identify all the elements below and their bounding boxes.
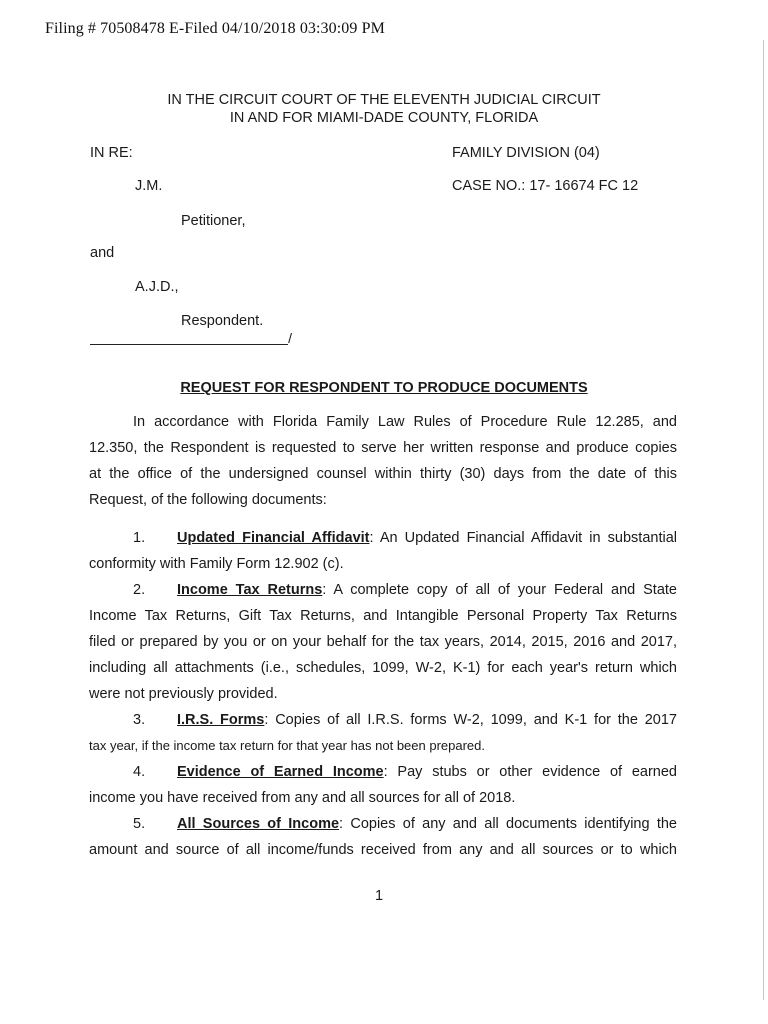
court-name-line-1: IN THE CIRCUIT COURT OF THE ELEVENTH JUDICIAL CIRCUIT bbox=[167, 92, 601, 108]
list-item bbox=[89, 525, 677, 577]
item-number: 1. bbox=[133, 530, 146, 546]
document-title: REQUEST FOR RESPONDENT TO PRODUCE DOCUMENTS bbox=[180, 380, 588, 396]
list-item bbox=[89, 759, 677, 811]
intro-paragraph bbox=[89, 409, 677, 513]
item-first-line: 5. All Sources of Income: Copies of any and all documents identifying the bbox=[89, 811, 677, 837]
item-heading: Updated Financial Affidavit bbox=[177, 530, 370, 546]
item-heading: I.R.S. Forms bbox=[177, 712, 265, 728]
item-first-line: 2. Income Tax Returns: A complete copy of all of your Federal and State bbox=[89, 577, 677, 603]
list-item bbox=[89, 577, 677, 707]
respondent-name: A.J.D., bbox=[135, 279, 179, 295]
filing-header: Filing # 70508478 E-Filed 04/10/2018 03:30:09 PM bbox=[45, 20, 385, 37]
item-heading: All Sources of Income bbox=[177, 816, 340, 832]
item-first-line: 1. Updated Financial Affidavit: An Updated Financial Affidavit in substantial bbox=[89, 525, 677, 551]
court-name-line-2: IN AND FOR MIAMI-DADE COUNTY, FLORIDA bbox=[229, 110, 539, 126]
scan-edge-line bbox=[763, 40, 764, 1000]
item-heading: Income Tax Returns bbox=[177, 582, 323, 598]
item-number: 3. bbox=[133, 712, 146, 728]
item-first-line: 4. Evidence of Earned Income: Pay stubs or other evidence of earned bbox=[89, 759, 677, 785]
case-number: CASE NO.: 17- 16674 FC 12 bbox=[452, 178, 639, 194]
intro-line: 12.350, the Respondent is requested to serve her written response and produce copies bbox=[89, 440, 677, 456]
intro-line: at the office of the undersigned counsel within thirty (30) days from the date of this bbox=[89, 466, 677, 482]
page-number: 1 bbox=[374, 888, 384, 904]
and-conjunction: and bbox=[90, 245, 115, 261]
item-line: tax year, if the income tax return for that year has not been prepared. bbox=[89, 738, 486, 753]
item-line: income you have received from any and all sources for all of 2018. bbox=[89, 790, 516, 806]
item-line: conformity with Family Form 12.902 (c). bbox=[89, 556, 344, 572]
respondent-role: Respondent. bbox=[181, 313, 264, 329]
item-line: filed or prepared by you or on your behalf for the tax years, 2014, 2015, 2016 and 2017, bbox=[89, 634, 677, 650]
item-number: 2. bbox=[133, 582, 146, 598]
item-heading: Evidence of Earned Income bbox=[177, 764, 384, 780]
item-line: including all attachments (i.e., schedules, 1099, W-2, K-1) for each year's return which bbox=[89, 660, 677, 676]
petitioner-role: Petitioner, bbox=[181, 213, 246, 229]
list-item bbox=[89, 707, 677, 759]
item-line: were not previously provided. bbox=[89, 686, 278, 702]
caption-slash: / bbox=[288, 330, 292, 346]
list-item bbox=[89, 811, 677, 863]
item-number: 4. bbox=[133, 764, 146, 780]
item-number: 5. bbox=[133, 816, 146, 832]
items-list bbox=[89, 525, 677, 863]
petitioner-name: J.M. bbox=[135, 178, 163, 194]
item-line: amount and source of all income/funds received from any and all sources or to which bbox=[89, 842, 677, 858]
division-label: FAMILY DIVISION (04) bbox=[452, 145, 600, 161]
item-line: Income Tax Returns, Gift Tax Returns, and Intangible Personal Property Tax Returns bbox=[89, 608, 677, 624]
intro-line: Request, of the following documents: bbox=[89, 492, 327, 508]
in-re-label: IN RE: bbox=[90, 145, 133, 161]
caption-signature-line bbox=[90, 330, 292, 346]
item-first-line: 3. I.R.S. Forms: Copies of all I.R.S. forms W-2, 1099, and K-1 for the 2017 bbox=[89, 707, 677, 733]
intro-line: In accordance with Florida Family Law Rules of Procedure Rule 12.285, and bbox=[133, 414, 677, 430]
